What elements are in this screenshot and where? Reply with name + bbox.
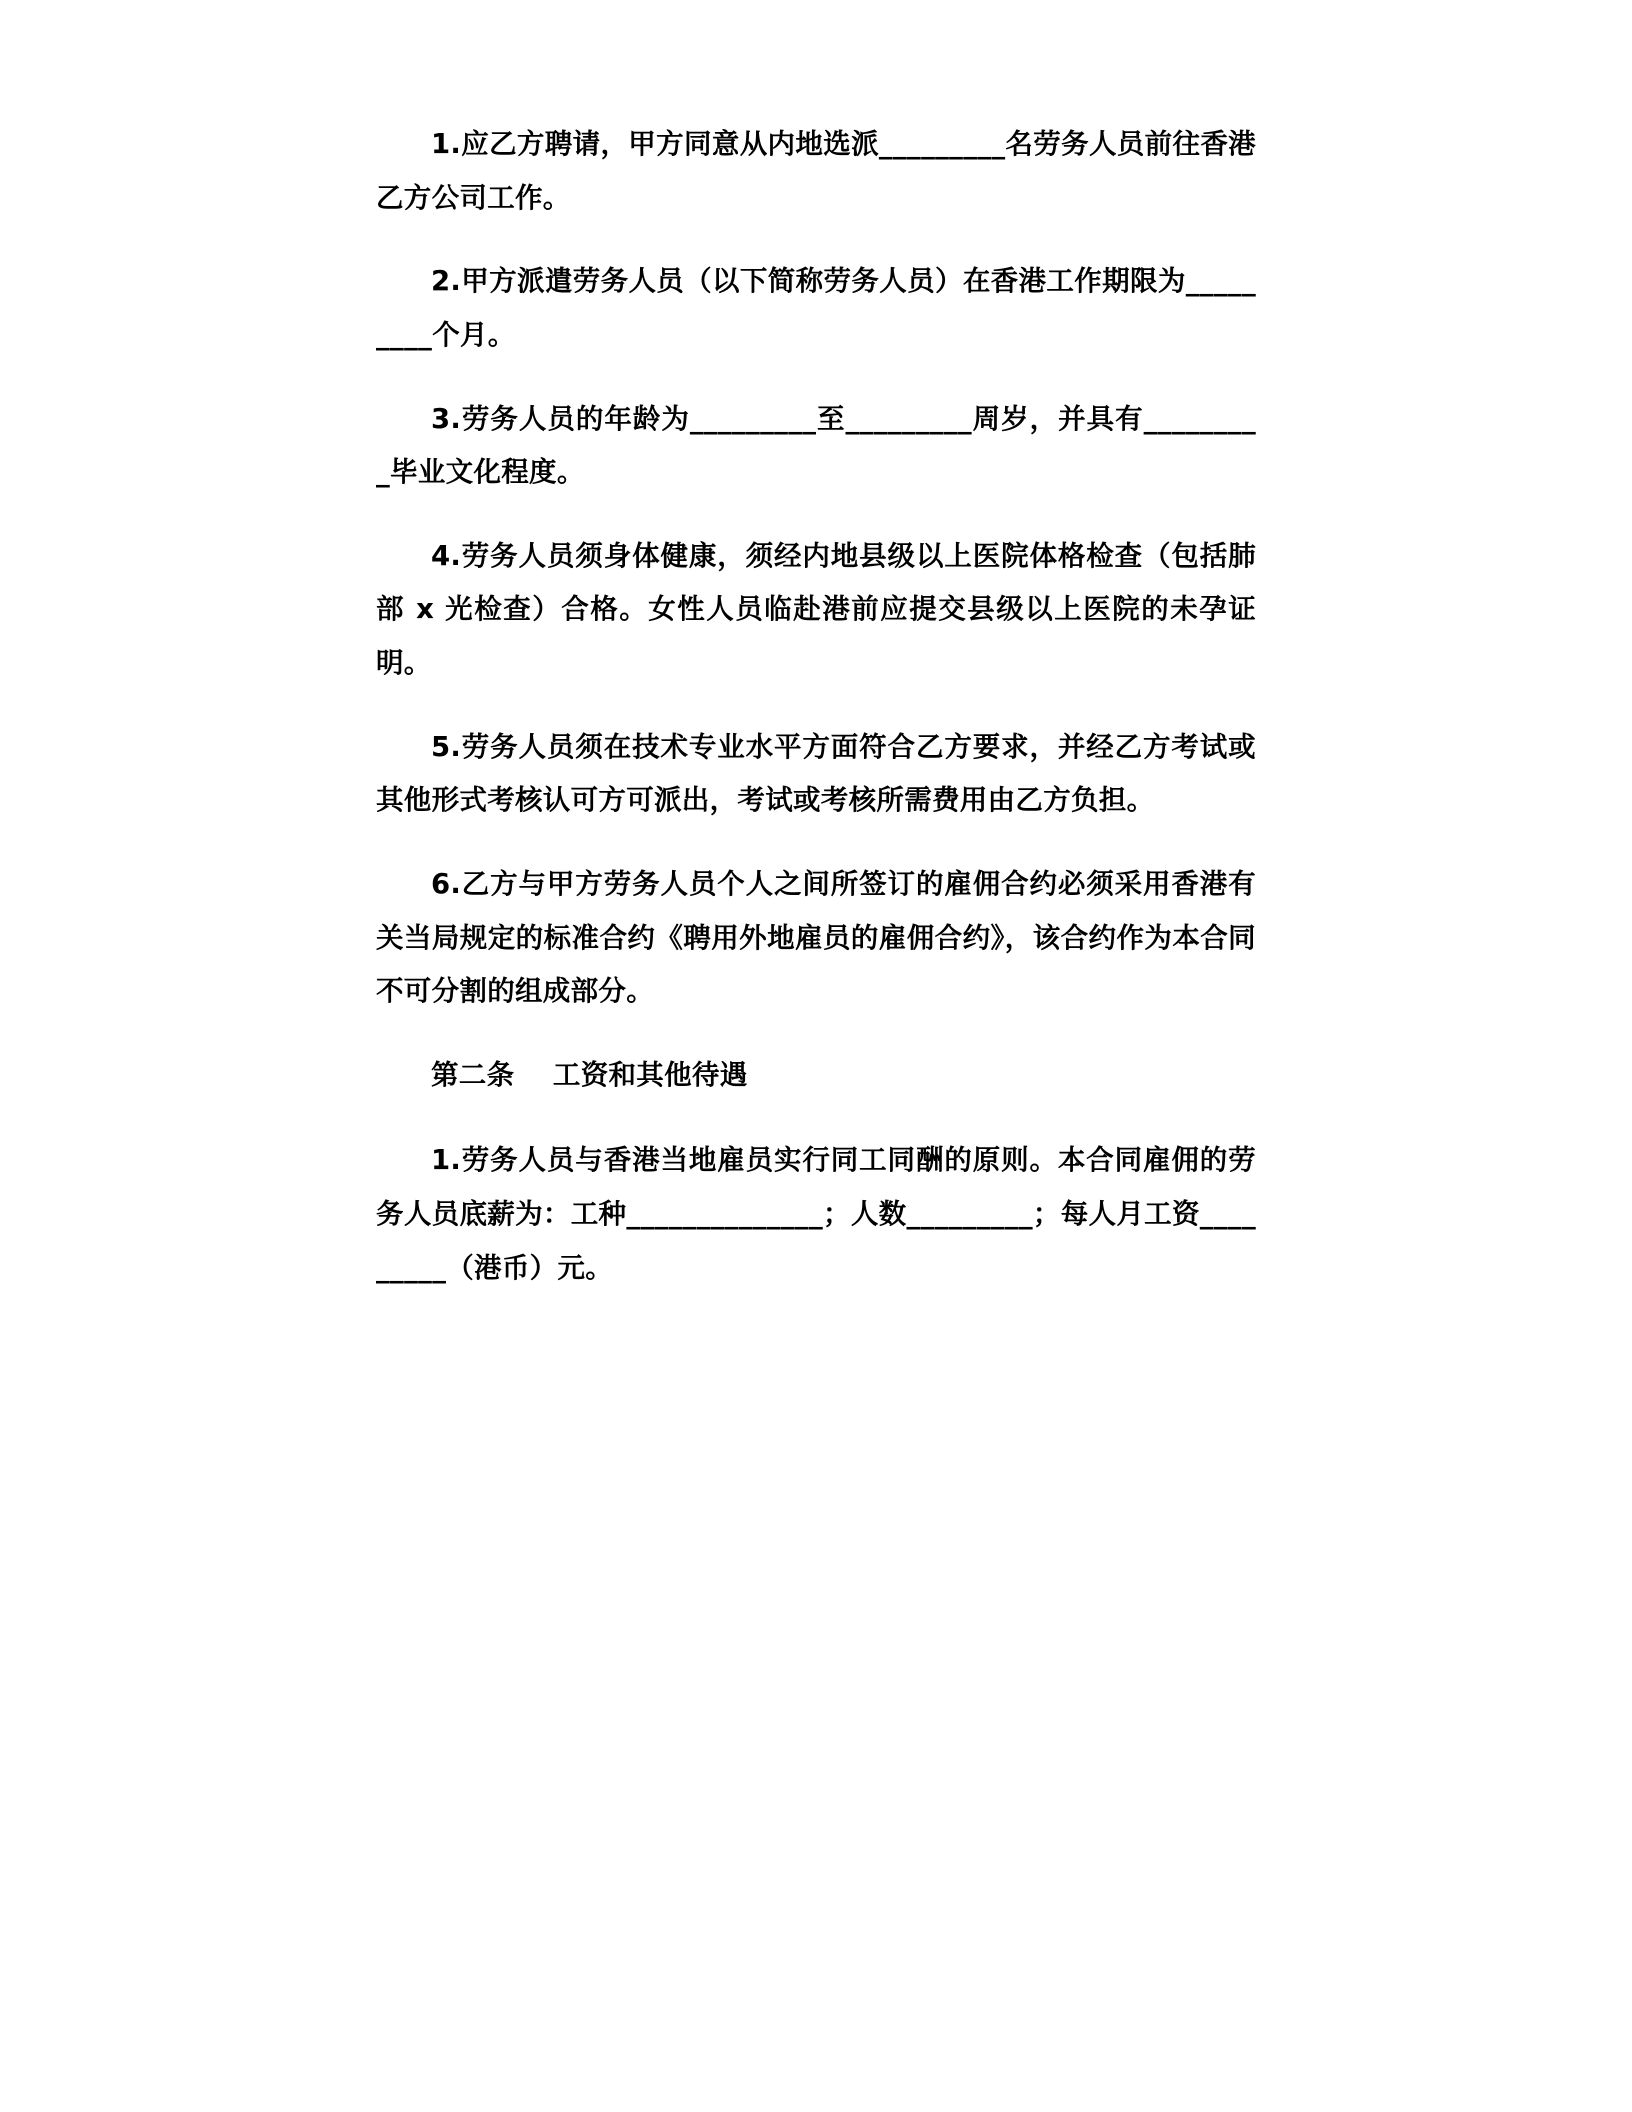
section-heading-number: 第二条 xyxy=(431,1058,515,1091)
paragraph-clause-1-6: 6.乙方与甲方劳务人员个人之间所签订的雇佣合约必须采用香港有关当局规定的标准合约《聘用外地雇员的雇佣合约》，该合约作为本合同不可分割的组成部分。 xyxy=(376,867,1256,1008)
document-body xyxy=(376,118,1256,1295)
paragraph-clause-1-5: 5.劳务人员须在技术专业水平方面符合乙方要求，并经乙方考试或其他形式考核认可方可派出，考试或考核所需费用由乙方负担。 xyxy=(376,730,1256,817)
paragraph-clause-1-2: 2.甲方派遣劳务人员（以下简称劳务人员）在香港工作期限为_________个月。 xyxy=(376,265,1256,351)
paragraph-clause-1-1: 1.应乙方聘请，甲方同意从内地选派_________名劳务人员前往香港乙方公司工作。 xyxy=(376,128,1256,214)
paragraph-clause-1-3: 3.劳务人员的年龄为_________至_________周岁，并具有_________毕业文化程度。 xyxy=(376,402,1256,489)
document-page xyxy=(200,0,1432,1594)
paragraph-clause-2-1: 1.劳务人员与香港当地雇员实行同工同酬的原则。本合同雇佣的劳务人员底薪为：工种______________；人数_________；每人月工资_________（港币）元。 xyxy=(376,1144,1256,1284)
section-heading xyxy=(376,1049,1256,1103)
paragraph-clause-1-4: 4.劳务人员须身体健康，须经内地县级以上医院体格检查（包括肺部 x 光检查）合格。女性人员临赴港前应提交县级以上医院的未孕证明。 xyxy=(376,539,1256,679)
section-heading-title: 工资和其他待遇 xyxy=(552,1058,748,1091)
